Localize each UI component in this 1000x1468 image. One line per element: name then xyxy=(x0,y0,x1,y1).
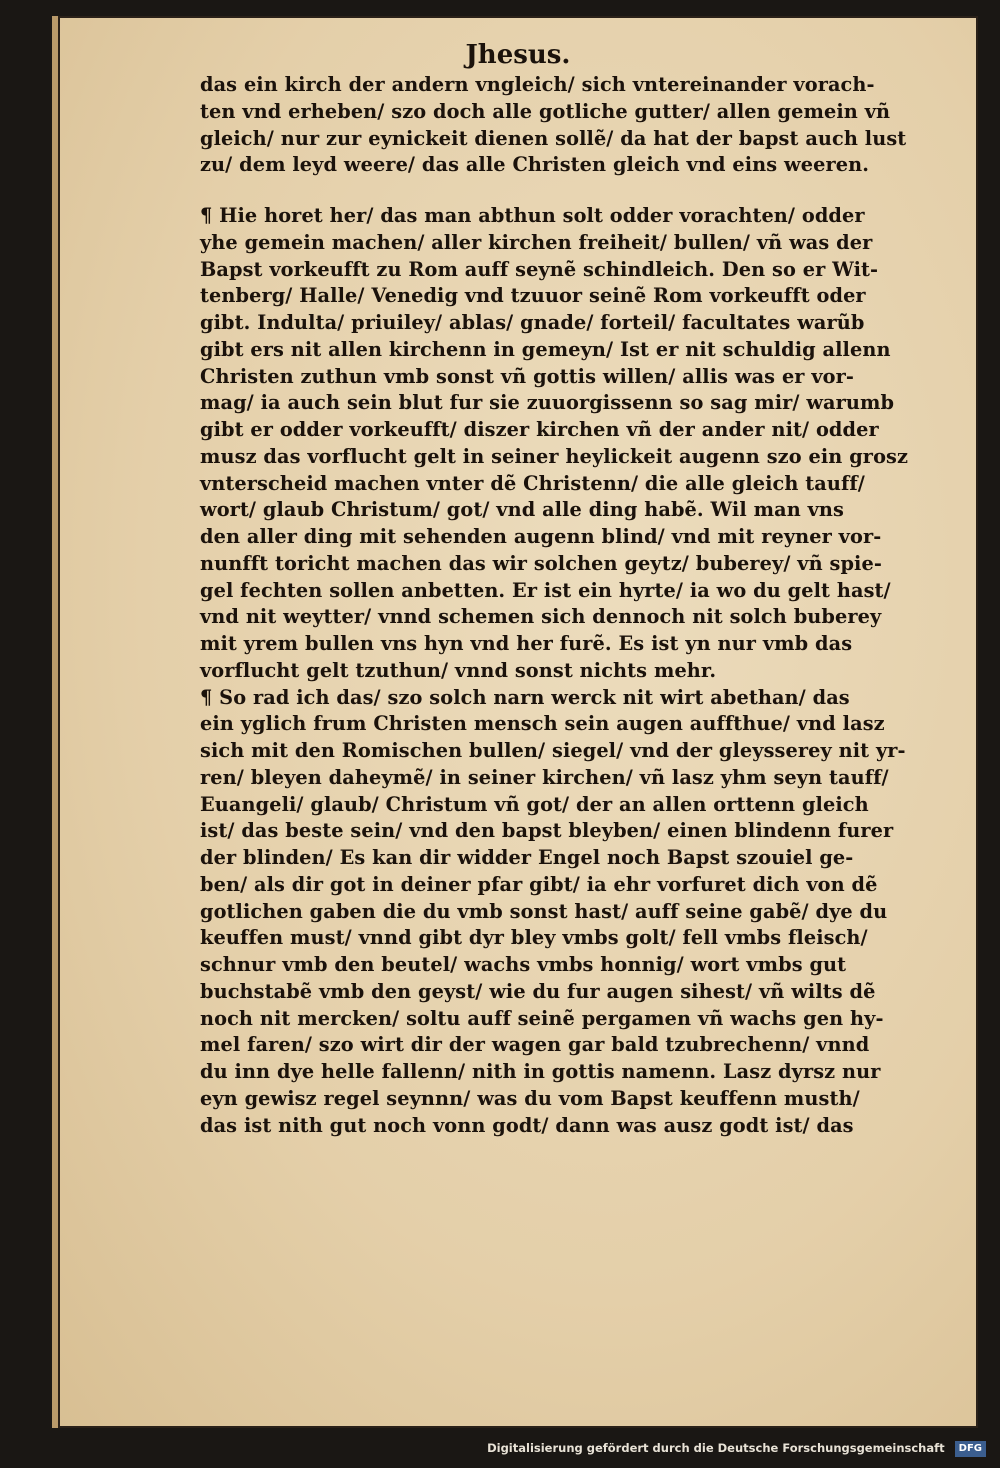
text-line: gleich/ nur zur eynickeit dienen sollẽ/ da hat der bapst auch lust xyxy=(200,126,907,150)
text-line: eyn gewisz regel seynnn/ was du vom Bapst keuffenn musth/ xyxy=(200,1086,860,1110)
footer-bar xyxy=(0,1436,986,1460)
text-line: Euangeli/ glaub/ Christum vñ got/ der an allen orttenn gleich xyxy=(200,792,869,816)
text-line: der blinden/ Es kan dir widder Engel noch Bapst szouiel ge- xyxy=(200,846,854,869)
text-line: ben/ als dir got in deiner pfar gibt/ ia ehr vorfuret dich von dẽ xyxy=(200,872,878,896)
text-line: du inn dye helle fallenn/ nith in gottis namenn. Lasz dyrsz nur xyxy=(200,1060,881,1083)
page-text xyxy=(200,72,960,1139)
text-line: Bapst vorkeufft zu Rom auff seynẽ schindleich. Den so er Wit- xyxy=(200,257,879,281)
running-header: Jhesus. xyxy=(465,40,571,70)
text-line: schnur vmb den beutel/ wachs vmbs honnig/ wort vmbs gut xyxy=(200,953,847,976)
text-line: noch nit mercken/ soltu auff seinẽ pergamen vñ wachs gen hy- xyxy=(200,1006,884,1030)
text-line: musz das vorflucht gelt in seiner heylickeit augenn szo ein grosz xyxy=(200,444,909,468)
text-line: ist/ das beste sein/ vnd den bapst bleyben/ einen blindenn furer xyxy=(200,819,894,843)
text-line: mag/ ia auch sein blut fur sie zuuorgissenn so sag mir/ warumb xyxy=(200,391,895,415)
text-line: buchstabẽ vmb den geyst/ wie du fur augen sihest/ vñ wilts dẽ xyxy=(200,979,876,1003)
text-line: gotlichen gaben die du vmb sonst hast/ auff seine gabẽ/ dye du xyxy=(200,899,888,923)
paragraph-gap xyxy=(200,179,960,203)
text-line: vorflucht gelt tzuthun/ vnnd sonst nichts mehr. xyxy=(200,658,717,682)
text-line: zu/ dem leyd weere/ das alle Christen gleich vnd eins weeren. xyxy=(200,153,870,177)
text-line: das ist nith gut noch vonn godt/ dann was ausz godt ist/ das xyxy=(200,1113,854,1137)
text-line: gibt ers nit allen kirchenn in gemeyn/ Ist er nit schuldig allenn xyxy=(200,337,891,361)
dfg-logo: DFG xyxy=(955,1441,986,1457)
text-line: das ein kirch der andern vngleich/ sich vntereinander vorach- xyxy=(200,73,875,96)
text-line: vnterscheid machen vnter dẽ Christenn/ die alle gleich tauff/ xyxy=(200,471,865,495)
text-line: nunfft toricht machen das wir solchen geytz/ buberey/ vñ spie- xyxy=(200,551,882,575)
footer-credit: Digitalisierung gefördert durch die Deutsche Forschungsgemeinschaft xyxy=(487,1441,945,1455)
text-line: mit yrem bullen vns hyn vnd her furẽ. Es ist yn nur vmb das xyxy=(200,632,853,655)
text-line: ren/ bleyen daheymẽ/ in seiner kirchen/ vñ lasz yhm seyn tauff/ xyxy=(200,765,889,789)
text-line: yhe gemein machen/ aller kirchen freiheit/ bullen/ vñ was der xyxy=(200,230,873,254)
text-line: Christen zuthun vmb sonst vñ gottis willen/ allis was er vor- xyxy=(200,364,855,388)
text-line: ¶ Hie horet her/ das man abthun solt odder vorachten/ odder xyxy=(200,204,865,227)
text-line: keuffen must/ vnnd gibt dyr bley vmbs golt/ fell vmbs fleisch/ xyxy=(200,926,868,950)
text-line: ¶ So rad ich das/ szo solch narn werck nit wirt abethan/ das xyxy=(200,685,850,709)
text-line: gibt. Indulta/ priuiley/ ablas/ gnade/ forteil/ facultates warũb xyxy=(200,311,865,334)
text-line: mel faren/ szo wirt dir der wagen gar bald tzubrechenn/ vnnd xyxy=(200,1033,870,1057)
text-line: ein yglich frum Christen mensch sein augen auffthue/ vnd lasz xyxy=(200,712,885,736)
text-line: sich mit den Romischen bullen/ siegel/ vnd der gleysserey nit yr- xyxy=(200,739,906,762)
text-line: vnd nit weytter/ vnnd schemen sich dennoch nit solch buberey xyxy=(200,605,882,629)
text-line: tenberg/ Halle/ Venedig vnd tzuuor seinẽ Rom vorkeufft oder xyxy=(200,284,866,308)
text-line: ten vnd erheben/ szo doch alle gotliche gutter/ allen gemein vñ xyxy=(200,99,891,123)
text-line: den aller ding mit sehenden augenn blind/ vnd mit reyner vor- xyxy=(200,525,882,548)
text-line: gibt er odder vorkeufft/ diszer kirchen vñ der ander nit/ odder xyxy=(200,418,879,441)
text-line: wort/ glaub Christum/ got/ vnd alle ding habẽ. Wil man vns xyxy=(200,498,845,522)
text-line: gel fechten sollen anbetten. Er ist ein hyrte/ ia wo du gelt hast/ xyxy=(200,578,891,602)
